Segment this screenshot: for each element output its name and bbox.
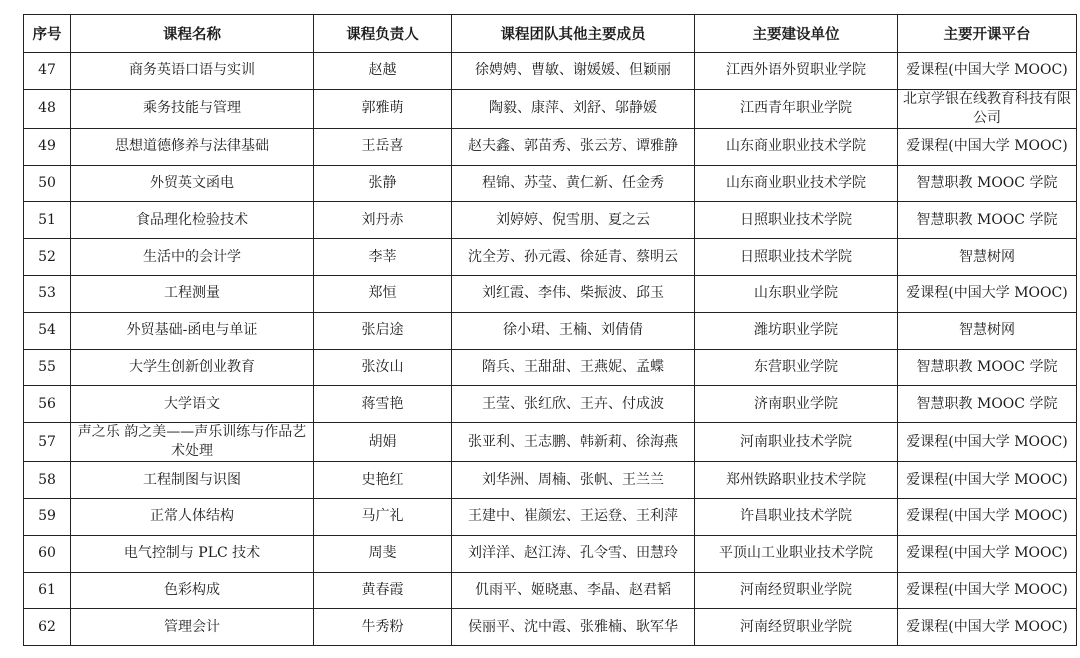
team-members-cell: 徐小珺、王楠、刘倩倩 [452,312,695,349]
institution-cell: 潍坊职业学院 [695,312,898,349]
team-members-cell: 刘红霞、李伟、柴振波、邱玉 [452,275,695,312]
course-lead-cell: 黄春霞 [314,572,452,609]
course-lead-cell: 郑恒 [314,275,452,312]
course-lead-cell: 张汝山 [314,349,452,386]
row-index-cell: 60 [24,535,71,572]
course-lead-cell: 蒋雪艳 [314,386,452,423]
table-row [24,462,1077,499]
team-members-cell: 沈全芳、孙元霞、徐延青、蔡明云 [452,239,695,276]
header-course-name: 课程名称 [71,15,314,53]
course-table [23,14,1077,646]
table-row [24,239,1077,276]
row-index-cell: 47 [24,53,71,90]
institution-cell: 日照职业技术学院 [695,239,898,276]
course-lead-cell: 周斐 [314,535,452,572]
institution-cell: 东营职业学院 [695,349,898,386]
row-index-cell: 50 [24,165,71,202]
row-index-cell: 54 [24,312,71,349]
platform-cell: 爱课程(中国大学 MOOC) [898,572,1077,609]
table-row [24,53,1077,90]
course-name-cell: 生活中的会计学 [71,239,314,276]
row-index-cell: 56 [24,386,71,423]
course-name-cell: 外贸基础-函电与单证 [71,312,314,349]
header-platform: 主要开课平台 [898,15,1077,53]
team-members-cell: 陶毅、康萍、刘舒、邬静媛 [452,89,695,128]
course-name-cell: 思想道德修养与法律基础 [71,128,314,165]
platform-cell: 智慧职教 MOOC 学院 [898,386,1077,423]
course-lead-cell: 史艳红 [314,462,452,499]
institution-cell: 山东职业学院 [695,275,898,312]
table-row [24,128,1077,165]
course-name-cell: 乘务技能与管理 [71,89,314,128]
team-members-cell: 刘婷婷、倪雪朋、夏之云 [452,202,695,239]
row-index-cell: 61 [24,572,71,609]
row-index-cell: 57 [24,423,71,462]
table-row [24,386,1077,423]
row-index-cell: 59 [24,498,71,535]
course-name-cell: 色彩构成 [71,572,314,609]
course-name-cell: 工程制图与识图 [71,462,314,499]
course-lead-cell: 李莘 [314,239,452,276]
row-index-cell: 58 [24,462,71,499]
platform-cell: 爱课程(中国大学 MOOC) [898,275,1077,312]
team-members-cell: 王莹、张红欣、王卉、付成波 [452,386,695,423]
table-row [24,609,1077,646]
table-row [24,165,1077,202]
course-name-cell: 工程测量 [71,275,314,312]
institution-cell: 平顶山工业职业技术学院 [695,535,898,572]
table-row [24,535,1077,572]
course-lead-cell: 牛秀粉 [314,609,452,646]
table-row [24,498,1077,535]
team-members-cell: 仉雨平、姬晓惠、李晶、赵君韬 [452,572,695,609]
table-row [24,423,1077,462]
header-row [24,15,1077,53]
row-index-cell: 53 [24,275,71,312]
platform-cell: 北京学银在线教育科技有限公司 [898,89,1077,128]
platform-cell: 爱课程(中国大学 MOOC) [898,462,1077,499]
platform-cell: 智慧职教 MOOC 学院 [898,165,1077,202]
platform-cell: 智慧职教 MOOC 学院 [898,349,1077,386]
team-members-cell: 赵夫鑫、郭苗秀、张云芳、谭雅静 [452,128,695,165]
institution-cell: 日照职业技术学院 [695,202,898,239]
institution-cell: 郑州铁路职业技术学院 [695,462,898,499]
course-lead-cell: 郭雅萌 [314,89,452,128]
team-members-cell: 侯丽平、沈中霞、张雅楠、耿军华 [452,609,695,646]
row-index-cell: 49 [24,128,71,165]
team-members-cell: 刘华洲、周楠、张帆、王兰兰 [452,462,695,499]
institution-cell: 河南经贸职业学院 [695,609,898,646]
platform-cell: 爱课程(中国大学 MOOC) [898,609,1077,646]
course-lead-cell: 张静 [314,165,452,202]
table-row [24,312,1077,349]
institution-cell: 江西外语外贸职业学院 [695,53,898,90]
team-members-cell: 刘洋洋、赵江涛、孔令雪、田慧玲 [452,535,695,572]
course-lead-cell: 赵越 [314,53,452,90]
course-name-cell: 食品理化检验技术 [71,202,314,239]
course-lead-cell: 刘丹赤 [314,202,452,239]
course-name-cell: 电气控制与 PLC 技术 [71,535,314,572]
row-index-cell: 55 [24,349,71,386]
platform-cell: 智慧树网 [898,312,1077,349]
course-name-cell: 正常人体结构 [71,498,314,535]
row-index-cell: 48 [24,89,71,128]
platform-cell: 爱课程(中国大学 MOOC) [898,53,1077,90]
platform-cell: 爱课程(中国大学 MOOC) [898,423,1077,462]
row-index-cell: 51 [24,202,71,239]
institution-cell: 济南职业学院 [695,386,898,423]
institution-cell: 许昌职业技术学院 [695,498,898,535]
course-lead-cell: 王岳喜 [314,128,452,165]
course-name-cell: 大学语文 [71,386,314,423]
table-row [24,275,1077,312]
institution-cell: 河南职业技术学院 [695,423,898,462]
course-name-cell: 大学生创新创业教育 [71,349,314,386]
team-members-cell: 王建中、崔颜宏、王运登、王利萍 [452,498,695,535]
team-members-cell: 张亚利、王志鹏、韩新莉、徐海燕 [452,423,695,462]
platform-cell: 智慧职教 MOOC 学院 [898,202,1077,239]
platform-cell: 智慧树网 [898,239,1077,276]
course-name-cell: 声之乐 韵之美——声乐训练与作品艺术处理 [71,423,314,462]
course-lead-cell: 胡娟 [314,423,452,462]
header-lead: 课程负责人 [314,15,452,53]
platform-cell: 爱课程(中国大学 MOOC) [898,128,1077,165]
platform-cell: 爱课程(中国大学 MOOC) [898,498,1077,535]
platform-cell: 爱课程(中国大学 MOOC) [898,535,1077,572]
course-lead-cell: 马广礼 [314,498,452,535]
row-index-cell: 62 [24,609,71,646]
row-index-cell: 52 [24,239,71,276]
table-row [24,89,1077,128]
header-institution: 主要建设单位 [695,15,898,53]
course-lead-cell: 张启途 [314,312,452,349]
team-members-cell: 隋兵、王甜甜、王燕妮、孟蝶 [452,349,695,386]
institution-cell: 山东商业职业技术学院 [695,128,898,165]
table-row [24,349,1077,386]
course-name-cell: 外贸英文函电 [71,165,314,202]
header-team: 课程团队其他主要成员 [452,15,695,53]
institution-cell: 江西青年职业学院 [695,89,898,128]
table-row [24,572,1077,609]
team-members-cell: 程锦、苏莹、黄仁新、任金秀 [452,165,695,202]
header-index: 序号 [24,15,71,53]
institution-cell: 河南经贸职业学院 [695,572,898,609]
course-name-cell: 管理会计 [71,609,314,646]
institution-cell: 山东商业职业技术学院 [695,165,898,202]
course-name-cell: 商务英语口语与实训 [71,53,314,90]
table-row [24,202,1077,239]
team-members-cell: 徐娉娉、曹敏、谢媛媛、但颖丽 [452,53,695,90]
